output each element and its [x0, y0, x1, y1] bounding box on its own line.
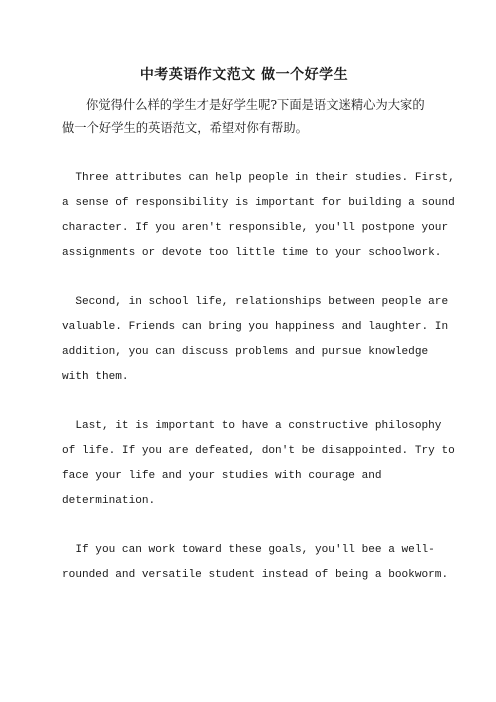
document-title: 中考英语作文范文 做一个好学生	[139, 67, 349, 83]
line: with them.	[62, 371, 129, 383]
line: Three attributes can help people in their studies. First,	[62, 172, 455, 184]
line: Second, in school life, relationships between people are	[62, 296, 449, 308]
line: character. If you aren't responsible, you'll postpone your	[62, 222, 449, 234]
essay-paragraph-1	[62, 166, 455, 266]
essay-paragraph-2	[62, 290, 449, 390]
line: face your life and your studies with courage and	[62, 470, 382, 482]
line: rounded and versatile student instead of being a bookworm.	[62, 569, 449, 581]
essay-paragraph-4	[62, 538, 449, 588]
line: addition, you can discuss problems and pursue knowledge	[62, 346, 429, 358]
line: determination.	[62, 495, 156, 507]
line: a sense of responsibility is important for building a sound	[62, 197, 455, 209]
line: Last, it is important to have a constructive philosophy	[62, 420, 442, 432]
line: If you can work toward these goals, you'll bee a well-	[62, 544, 435, 556]
line: assignments or devote too little time to your schoolwork.	[62, 247, 442, 259]
essay-paragraph-3	[62, 414, 455, 514]
line: valuable. Friends can bring you happiness and laughter. In	[62, 321, 449, 333]
intro-paragraph: 你觉得什么样的学生才是好学生呢?下面是语文迷精心为大家的做一个好学生的英语范文，希望对你有帮助。	[62, 98, 425, 135]
line: of life. If you are defeated, don't be disappointed. Try to	[62, 445, 455, 457]
